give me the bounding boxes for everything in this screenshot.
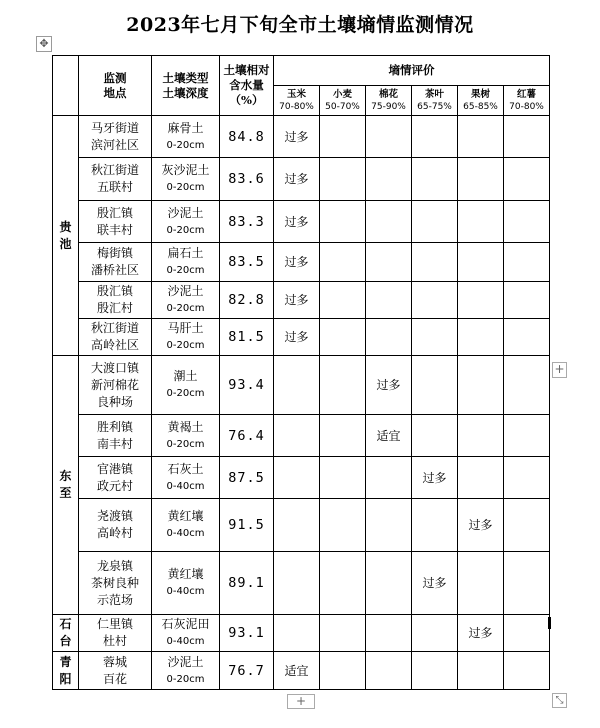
evaluation-cell: 过多 [274,282,320,319]
evaluation-cell [458,243,504,282]
location-cell: 马牙街道 滨河社区 [79,116,152,158]
evaluation-cell [366,552,412,615]
crop-range: 75-90% [371,101,406,112]
soil-cell [152,415,220,457]
table-row [53,499,550,552]
evaluation-cell [320,282,366,319]
soil-depth: 0-20cm [166,303,205,314]
header-moisture: 土壤相对 含水量 （%） [220,56,274,116]
evaluation-cell [412,356,458,415]
soil-depth: 0-20cm [166,438,205,450]
soil-type: 马肝土 [167,321,204,335]
table-row [53,243,550,282]
location-cell: 胜利镇 南丰村 [79,415,152,457]
moisture-cell: 84.8 [220,116,274,158]
soil-type: 麻骨土 [167,120,204,135]
soil-type: 沙泥土 [167,205,204,220]
crop-header-cell [320,86,366,116]
evaluation-cell [274,415,320,457]
moisture-cell: 83.6 [220,158,274,201]
moisture-cell: 87.5 [220,457,274,499]
soil-type: 石灰泥田 [161,617,210,631]
evaluation-cell [412,116,458,158]
evaluation-cell [504,415,550,457]
soil-cell [152,243,220,282]
table-row [53,319,550,356]
soil-depth: 0-20cm [166,388,205,399]
evaluation-cell: 适宜 [366,415,412,457]
soil-moisture-table [52,55,550,690]
evaluation-cell: 过多 [274,158,320,201]
evaluation-cell [274,615,320,652]
moisture-cell: 89.1 [220,552,274,615]
evaluation-cell [366,499,412,552]
evaluation-cell [458,457,504,499]
table-row [53,201,550,243]
region-cell: 石 台 [53,615,79,652]
location-cell: 官港镇 政元村 [79,457,152,499]
moisture-cell: 81.5 [220,319,274,356]
crop-range: 65-85% [463,101,498,112]
moisture-cell: 93.1 [220,615,274,652]
evaluation-cell: 适宜 [274,652,320,690]
evaluation-cell [504,356,550,415]
evaluation-cell [320,457,366,499]
moisture-cell: 91.5 [220,499,274,552]
evaluation-cell [458,652,504,690]
soil-cell [152,116,220,158]
soil-cell [152,457,220,499]
evaluation-cell [320,356,366,415]
evaluation-cell [504,319,550,356]
evaluation-cell [320,652,366,690]
evaluation-cell [504,158,550,201]
soil-depth: 0-40cm [166,586,205,597]
row-resize-mark [548,617,551,629]
soil-depth: 0-20cm [166,182,205,193]
table-row [53,652,550,690]
location-cell: 尧渡镇 高岭村 [79,499,152,552]
evaluation-cell [412,282,458,319]
soil-cell [152,158,220,201]
table-row [53,282,550,319]
evaluation-cell [504,457,550,499]
soil-type: 黄红壤 [167,567,204,581]
evaluation-cell: 过多 [274,116,320,158]
evaluation-cell [458,282,504,319]
location-cell: 殷汇镇 联丰村 [79,201,152,243]
location-cell: 秋江街道 高岭社区 [79,319,152,356]
evaluation-cell [320,552,366,615]
evaluation-cell [504,116,550,158]
soil-cell [152,201,220,243]
table-row [53,457,550,499]
evaluation-cell [366,282,412,319]
table-row [53,552,550,615]
evaluation-cell [412,158,458,201]
evaluation-cell [320,158,366,201]
evaluation-cell [412,499,458,552]
table-row [53,116,550,158]
evaluation-cell [458,116,504,158]
evaluation-cell [458,552,504,615]
moisture-cell: 83.5 [220,243,274,282]
header-evaluation: 墒情评价 [274,56,550,86]
soil-type: 石灰土 [167,461,204,476]
crop-header-cell [412,86,458,116]
crop-name: 红薯 [516,88,536,100]
evaluation-cell [504,499,550,552]
evaluation-cell [366,319,412,356]
crop-range: 65-75% [417,101,452,112]
crop-name: 棉花 [378,88,398,100]
evaluation-cell [320,116,366,158]
moisture-cell: 83.3 [220,201,274,243]
region-cell: 东 至 [53,356,79,615]
evaluation-cell: 过多 [274,319,320,356]
evaluation-cell [412,319,458,356]
crop-header-cell [504,86,550,116]
evaluation-cell [458,415,504,457]
evaluation-cell [366,243,412,282]
region-cell: 青 阳 [53,652,79,690]
evaluation-cell [412,615,458,652]
soil-cell [152,282,220,319]
location-cell: 蓉城 百花 [79,652,152,690]
crop-name: 茶叶 [424,88,444,100]
evaluation-cell [366,116,412,158]
location-cell: 龙泉镇 茶树良种 示范场 [79,552,152,615]
crop-name: 玉米 [286,88,306,100]
evaluation-cell [458,158,504,201]
header-soil: 土壤类型 土壤深度 [152,56,220,116]
evaluation-cell: 过多 [458,615,504,652]
evaluation-cell [504,282,550,319]
soil-depth: 0-20cm [166,224,205,236]
crop-range: 50-70% [325,101,360,112]
crop-range: 70-80% [279,101,314,112]
evaluation-cell [412,652,458,690]
moisture-cell: 93.4 [220,356,274,415]
region-cell: 贵 池 [53,116,79,356]
soil-type: 黄红壤 [167,509,204,523]
evaluation-cell [320,415,366,457]
evaluation-cell [504,652,550,690]
crop-header-cell [274,86,320,116]
evaluation-cell [412,415,458,457]
table-row [53,615,550,652]
crop-name: 果树 [470,88,490,100]
evaluation-cell [320,243,366,282]
table-row [53,356,550,415]
soil-type: 灰沙泥土 [161,163,210,177]
soil-cell [152,356,220,415]
evaluation-cell [458,356,504,415]
header-location: 监测 地点 [79,56,152,116]
soil-cell [152,319,220,356]
location-cell: 秋江街道 五联村 [79,158,152,201]
crop-name: 小麦 [332,88,352,100]
table-row [53,158,550,201]
evaluation-cell [274,356,320,415]
evaluation-cell [504,552,550,615]
soil-depth: 0-20cm [166,340,205,351]
evaluation-cell [366,615,412,652]
moisture-cell: 82.8 [220,282,274,319]
soil-type: 沙泥土 [167,284,204,298]
evaluation-cell [274,552,320,615]
moisture-cell: 76.4 [220,415,274,457]
location-cell: 殷汇镇 殷汇村 [79,282,152,319]
evaluation-cell [412,201,458,243]
header-corner-cell [53,56,79,116]
evaluation-cell [320,615,366,652]
moisture-cell: 76.7 [220,652,274,690]
soil-cell [152,615,220,652]
soil-depth: 0-40cm [166,528,205,539]
evaluation-cell: 过多 [458,499,504,552]
evaluation-cell [274,457,320,499]
add-row-button[interactable]: + [287,694,315,709]
evaluation-cell [458,319,504,356]
evaluation-cell [504,201,550,243]
soil-depth: 0-20cm [166,673,205,685]
soil-type: 潮土 [173,369,198,383]
evaluation-cell [504,243,550,282]
evaluation-cell [366,652,412,690]
soil-depth: 0-20cm [166,265,205,276]
evaluation-cell [366,457,412,499]
location-cell: 仁里镇 杜村 [79,615,152,652]
soil-depth: 0-20cm [166,139,205,151]
evaluation-cell [320,201,366,243]
soil-type: 黄褐土 [167,419,204,434]
location-cell: 梅街镇 潘桥社区 [79,243,152,282]
table-row [53,415,550,457]
evaluation-cell: 过多 [366,356,412,415]
crop-header-cell [366,86,412,116]
crop-range: 70-80% [509,101,544,112]
table-resize-handle-icon[interactable]: ⤡ [552,693,567,708]
page-title: 2023年七月下旬全市土壤墒情监测情况 [126,14,474,36]
crop-header-cell [458,86,504,116]
location-cell: 大渡口镇 新河棉花 良种场 [79,356,152,415]
evaluation-cell: 过多 [274,201,320,243]
evaluation-cell [320,499,366,552]
evaluation-cell [504,615,550,652]
evaluation-cell [274,499,320,552]
table-move-handle-icon[interactable]: ✥ [36,36,52,52]
soil-cell [152,552,220,615]
add-column-button[interactable]: + [552,362,567,378]
soil-type: 扁石土 [167,246,204,260]
evaluation-cell [412,243,458,282]
soil-type: 沙泥土 [167,654,204,669]
soil-depth: 0-40cm [166,480,205,492]
evaluation-cell: 过多 [412,457,458,499]
evaluation-cell [320,319,366,356]
soil-cell [152,652,220,690]
soil-cell [152,499,220,552]
evaluation-cell: 过多 [412,552,458,615]
evaluation-cell [366,158,412,201]
soil-depth: 0-40cm [166,636,205,647]
evaluation-cell: 过多 [274,243,320,282]
evaluation-cell [366,201,412,243]
evaluation-cell [458,201,504,243]
